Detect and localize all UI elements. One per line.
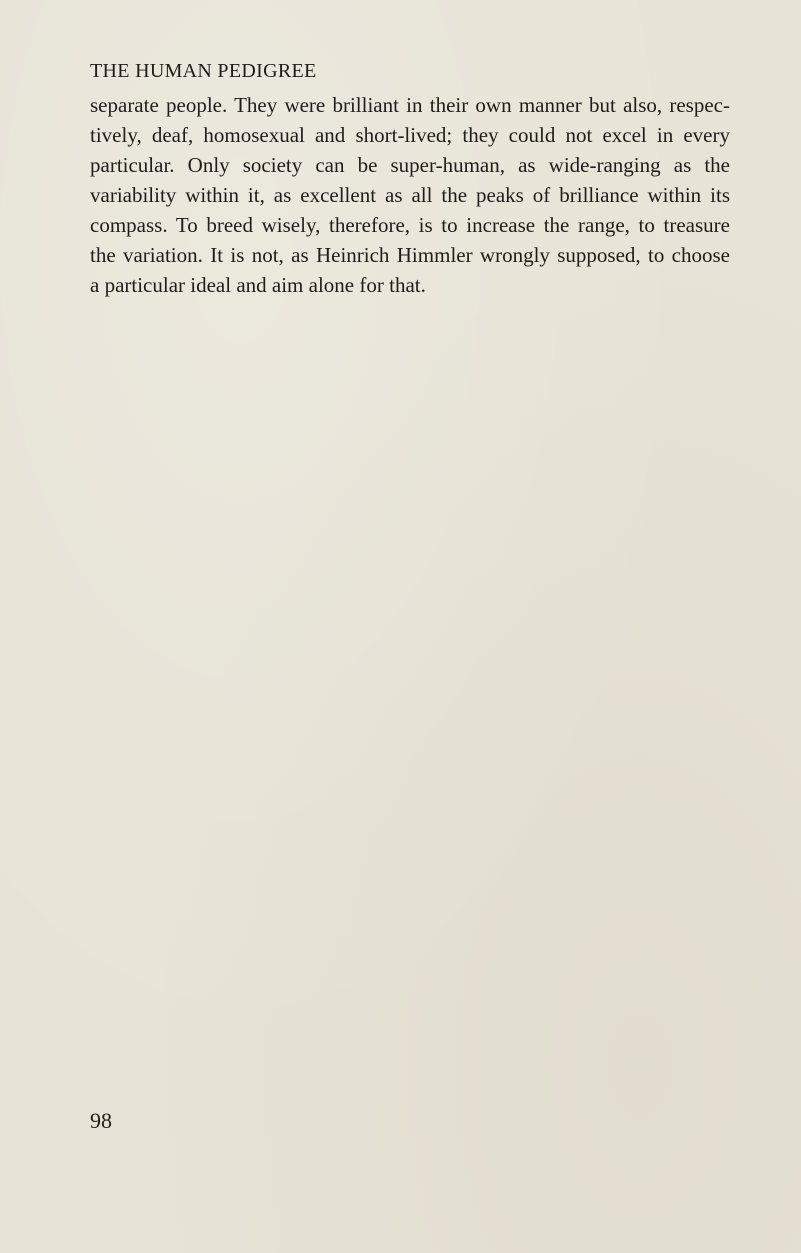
running-head: THE HUMAN PEDIGREE (90, 60, 317, 82)
paragraph-line: compass. To breed wisely, therefore, is to increase the range, to treasure (90, 213, 730, 237)
paragraph-line: the variation. It is not, as Heinrich Himmler wrongly supposed, to choose (90, 243, 730, 267)
paragraph-line: separate people. They were brilliant in their own manner but also, respec- (90, 93, 730, 117)
page-number: 98 (90, 1108, 112, 1133)
paragraph-line: tively, deaf, homosexual and short-lived; they could not excel in every (90, 123, 730, 147)
paragraph-line: particular. Only society can be super-human, as wide-ranging as the (90, 153, 730, 177)
paragraph-line: variability within it, as excellent as all the peaks of brilliance within its (90, 183, 730, 207)
paragraph-line: a particular ideal and aim alone for that. (90, 273, 426, 297)
body-paragraph (90, 90, 730, 300)
